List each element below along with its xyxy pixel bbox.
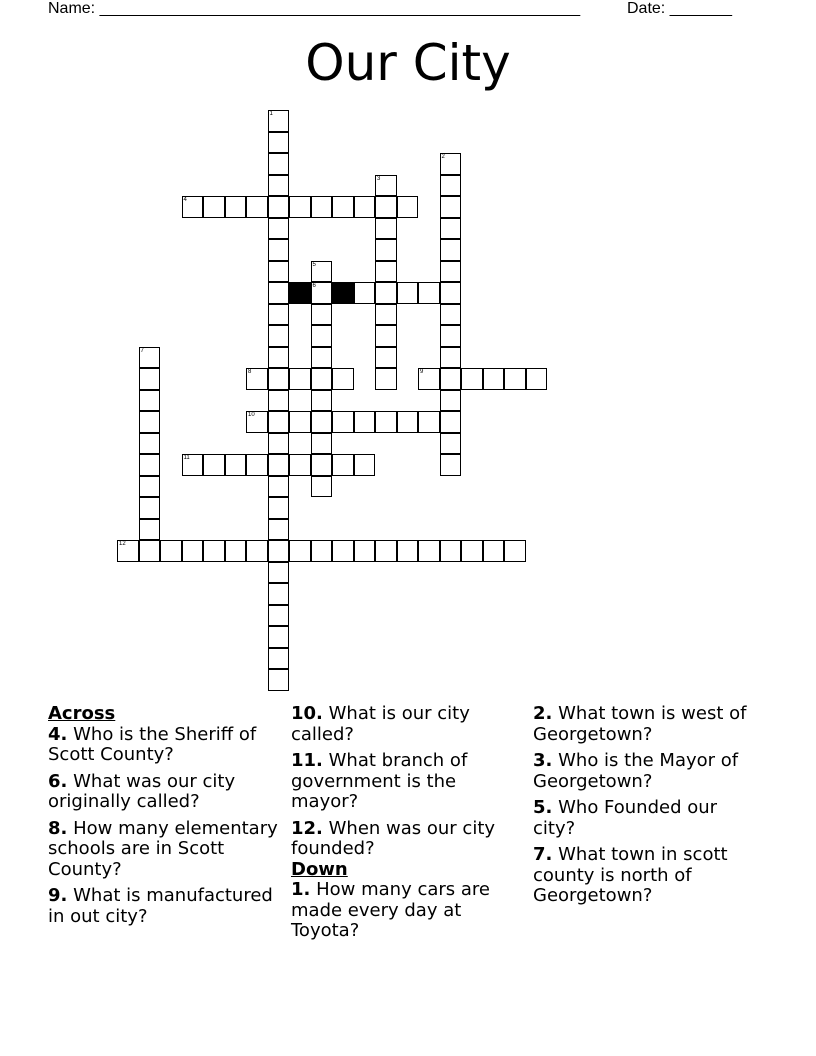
clue-text: Who is the Sheriff of Scott County?: [48, 723, 257, 765]
clue-number-label: 3: [377, 175, 381, 182]
grid-cell[interactable]: [332, 411, 354, 433]
down-clue-7: [533, 845, 763, 907]
grid-cell[interactable]: [375, 304, 397, 326]
grid-cell[interactable]: [203, 454, 225, 476]
clue-text: What is manufactured in out city?: [48, 885, 273, 927]
grid-cell[interactable]: [246, 540, 268, 562]
grid-cell[interactable]: [397, 411, 419, 433]
grid-cell[interactable]: [397, 196, 419, 218]
grid-cell[interactable]: [397, 282, 419, 304]
clue-text: What was our city originally called?: [48, 770, 236, 812]
grid-cell[interactable]: [440, 411, 462, 433]
grid-cell[interactable]: [440, 282, 462, 304]
grid-cell[interactable]: [397, 540, 419, 562]
grid-cell[interactable]: [504, 540, 526, 562]
grid-cell[interactable]: [354, 540, 376, 562]
grid-cell[interactable]: [375, 261, 397, 283]
grid-cell[interactable]: [268, 583, 290, 605]
grid-cell[interactable]: [160, 540, 182, 562]
grid-cell[interactable]: [268, 304, 290, 326]
grid-cell[interactable]: [268, 175, 290, 197]
grid-cell[interactable]: [225, 454, 247, 476]
grid-cell[interactable]: [311, 196, 333, 218]
grid-cell[interactable]: [332, 540, 354, 562]
clue-number: 5.: [533, 797, 553, 818]
clue-number-label: 11: [183, 455, 190, 461]
grid-cell[interactable]: [268, 325, 290, 347]
across-clue-8: [48, 819, 278, 881]
grid-cell[interactable]: [440, 347, 462, 369]
grid-cell[interactable]: [139, 411, 161, 433]
grid-cell[interactable]: [268, 454, 290, 476]
grid-cell[interactable]: [268, 239, 290, 261]
grid-cell[interactable]: [289, 368, 311, 390]
page-title: Our City: [305, 34, 511, 92]
grid-cell[interactable]: [246, 368, 268, 390]
grid-cell[interactable]: [440, 218, 462, 240]
grid-cell[interactable]: [440, 153, 462, 175]
grid-cell[interactable]: [268, 669, 290, 691]
across-clue-12: [291, 819, 521, 860]
grid-cell[interactable]: [268, 196, 290, 218]
grid-cell[interactable]: [375, 282, 397, 304]
grid-cell[interactable]: [375, 175, 397, 197]
grid-cell[interactable]: [440, 454, 462, 476]
grid-cell[interactable]: [268, 476, 290, 498]
grid-cell[interactable]: [332, 454, 354, 476]
down-heading: Down: [291, 858, 348, 880]
grid-cell[interactable]: [225, 540, 247, 562]
grid-cell[interactable]: [461, 368, 483, 390]
grid-cell[interactable]: [526, 368, 548, 390]
grid-cell[interactable]: [375, 218, 397, 240]
grid-cell[interactable]: [246, 196, 268, 218]
clue-number: 10.: [291, 703, 323, 724]
grid-cell[interactable]: [289, 454, 311, 476]
grid-cell[interactable]: [268, 605, 290, 627]
down-clue-3: [533, 751, 763, 792]
name-field-label: Name: ______________________________________________________: [48, 0, 581, 17]
grid-cell[interactable]: [139, 454, 161, 476]
clue-text: Who Founded our city?: [533, 797, 718, 839]
grid-cell[interactable]: [483, 368, 505, 390]
grid-cell[interactable]: [440, 325, 462, 347]
grid-cell[interactable]: [375, 368, 397, 390]
down-clue-2: [533, 704, 763, 745]
grid-cell[interactable]: [418, 411, 440, 433]
grid-cell[interactable]: [375, 239, 397, 261]
clue-column-2: [291, 704, 521, 948]
grid-cell[interactable]: [268, 497, 290, 519]
clue-number: 7.: [533, 844, 553, 865]
grid-cell[interactable]: [268, 110, 290, 132]
grid-cell[interactable]: [461, 540, 483, 562]
grid-cell[interactable]: [139, 497, 161, 519]
down-clue-1: [291, 880, 521, 942]
grid-cell[interactable]: [375, 411, 397, 433]
clue-number: 2.: [533, 703, 553, 724]
clue-text: How many elementary schools are in Scott County?: [48, 817, 278, 880]
grid-cell[interactable]: [225, 196, 247, 218]
grid-cell[interactable]: [418, 540, 440, 562]
grid-cell[interactable]: [289, 196, 311, 218]
clue-number-label: 8: [248, 369, 252, 375]
across-heading: Across: [48, 703, 116, 724]
clue-number-label: 6: [312, 283, 316, 289]
grid-cell[interactable]: [268, 562, 290, 584]
grid-cell[interactable]: [311, 476, 333, 498]
grid-cell[interactable]: [311, 540, 333, 562]
grid-cell[interactable]: [268, 282, 290, 304]
grid-cell[interactable]: [268, 626, 290, 648]
grid-cell[interactable]: [268, 261, 290, 283]
clue-number-label: 9: [420, 369, 424, 375]
across-clue-4: [48, 725, 278, 766]
clue-number: 11.: [291, 750, 323, 771]
grid-cell[interactable]: [139, 540, 161, 562]
grid-cell[interactable]: [440, 368, 462, 390]
date-field-label: Date: _______: [627, 0, 732, 17]
grid-cell[interactable]: [440, 196, 462, 218]
grid-cell[interactable]: [268, 540, 290, 562]
grid-cell[interactable]: [375, 540, 397, 562]
grid-cell[interactable]: [117, 540, 139, 562]
grid-cell[interactable]: [440, 304, 462, 326]
grid-cell[interactable]: [440, 433, 462, 455]
clue-number-label: 12: [119, 541, 126, 547]
grid-cell[interactable]: [483, 540, 505, 562]
across-clue-11: [291, 751, 521, 813]
clue-number-label: 7: [140, 347, 144, 354]
grid-cell[interactable]: [246, 454, 268, 476]
grid-cell[interactable]: [268, 648, 290, 670]
across-clue-6: [48, 772, 278, 813]
grid-cell[interactable]: [268, 390, 290, 412]
down-clue-5: [533, 798, 763, 839]
clue-text: How many cars are made every day at Toyota?: [291, 879, 490, 941]
clue-number-label: 5: [312, 261, 316, 268]
grid-cell[interactable]: [268, 132, 290, 154]
grid-cell[interactable]: [375, 196, 397, 218]
clue-text: What branch of government is the mayor?: [291, 750, 468, 812]
grid-cell[interactable]: [504, 368, 526, 390]
grid-cell[interactable]: [332, 368, 354, 390]
grid-cell[interactable]: [440, 175, 462, 197]
grid-cell[interactable]: [311, 411, 333, 433]
grid-cell[interactable]: [440, 540, 462, 562]
grid-cell[interactable]: [139, 368, 161, 390]
grid-cell[interactable]: [311, 282, 333, 304]
grid-cell[interactable]: [440, 390, 462, 412]
clue-text: When was our city founded?: [291, 817, 496, 859]
clue-text: What town in scott county is north of Georgetown?: [533, 844, 728, 906]
grid-cell[interactable]: [375, 347, 397, 369]
grid-cell[interactable]: [182, 454, 204, 476]
grid-cell[interactable]: [354, 411, 376, 433]
clue-column-1: [48, 704, 278, 933]
grid-cell[interactable]: [418, 282, 440, 304]
clue-number: 9.: [48, 885, 68, 906]
clue-text: Who is the Mayor of Georgetown?: [533, 750, 739, 792]
grid-cell[interactable]: [268, 368, 290, 390]
grid-cell[interactable]: [139, 347, 161, 369]
clue-number: 12.: [291, 817, 323, 839]
grid-cell[interactable]: [311, 368, 333, 390]
grid-cell[interactable]: [354, 282, 376, 304]
grid-cell[interactable]: [289, 411, 311, 433]
clue-number: 4.: [48, 723, 68, 745]
grid-cell[interactable]: [354, 196, 376, 218]
grid-cell[interactable]: [289, 540, 311, 562]
grid-cell[interactable]: [182, 196, 204, 218]
grid-cell[interactable]: [440, 261, 462, 283]
clue-column-3: [533, 704, 763, 913]
grid-cell[interactable]: [311, 454, 333, 476]
grid-cell[interactable]: [375, 325, 397, 347]
clue-number: 1.: [291, 879, 311, 900]
grid-cell[interactable]: [332, 196, 354, 218]
grid-cell[interactable]: [268, 519, 290, 541]
clue-number: 6.: [48, 770, 68, 792]
clue-text: What is our city called?: [291, 703, 470, 745]
grid-cell[interactable]: [311, 261, 333, 283]
clue-number: 8.: [48, 817, 68, 839]
grid-cell[interactable]: [311, 304, 333, 326]
grid-cell[interactable]: [311, 433, 333, 455]
clue-text: What town is west of Georgetown?: [533, 703, 747, 745]
grid-cell[interactable]: [203, 196, 225, 218]
grid-cell[interactable]: [268, 347, 290, 369]
grid-cell[interactable]: [139, 519, 161, 541]
grid-cell[interactable]: [268, 218, 290, 240]
grid-cell[interactable]: [139, 390, 161, 412]
clue-number-label: 1: [269, 111, 273, 117]
grid-cell[interactable]: [311, 390, 333, 412]
shaded-cell: [289, 282, 311, 304]
grid-cell[interactable]: [311, 347, 333, 369]
grid-cell[interactable]: [418, 368, 440, 390]
grid-cell[interactable]: [354, 454, 376, 476]
clue-number: 3.: [533, 750, 553, 771]
clue-number-label: 4: [183, 197, 187, 203]
grid-cell[interactable]: [246, 411, 268, 433]
grid-cell[interactable]: [268, 411, 290, 433]
grid-cell[interactable]: [182, 540, 204, 562]
clue-number-label: 10: [248, 412, 255, 418]
grid-cell[interactable]: [440, 239, 462, 261]
grid-cell[interactable]: [203, 540, 225, 562]
grid-cell[interactable]: [139, 476, 161, 498]
across-clue-10: [291, 704, 521, 745]
grid-cell[interactable]: [268, 433, 290, 455]
grid-cell[interactable]: [139, 433, 161, 455]
grid-cell[interactable]: [311, 325, 333, 347]
shaded-cell: [332, 282, 354, 304]
clue-number-label: 2: [441, 154, 445, 160]
grid-cell[interactable]: [268, 153, 290, 175]
across-clue-9: [48, 886, 278, 927]
